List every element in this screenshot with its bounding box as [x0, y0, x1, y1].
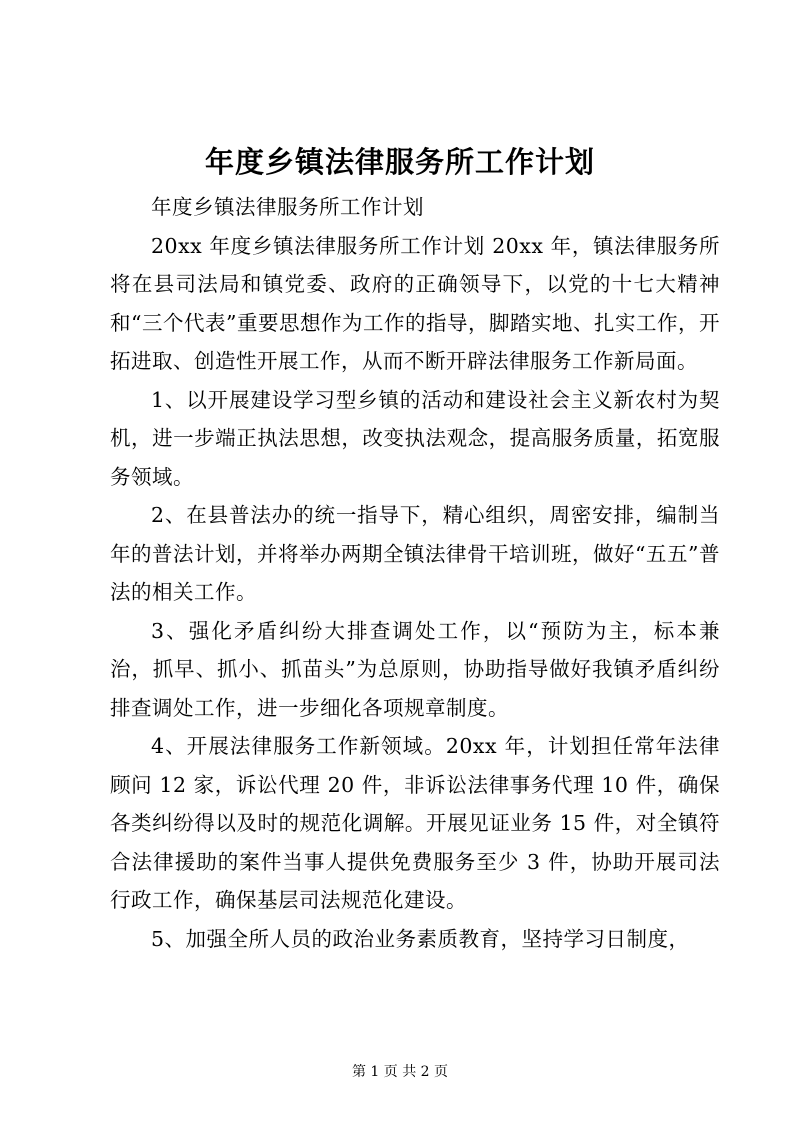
page-title: 年度乡镇法律服务所工作计划: [204, 145, 595, 179]
document-body: [110, 188, 720, 958]
subtitle-paragraph: 年度乡镇法律服务所工作计划: [151, 195, 424, 219]
item-paragraph-2: 2、在县普法办的统一指导下，精心组织，周密安排，编制当年的普法计划，并将举办两期全镇法律骨干培训班，做好“五五”普法的相关工作。: [110, 503, 720, 604]
page-footer: 第 1 页 共 2 页: [351, 1064, 449, 1080]
item-paragraph-5: 5、加强全所人员的政治业务素质教育，坚持学习日制度，: [151, 926, 690, 951]
item-paragraph-3: 3、强化矛盾纠纷大排查调处工作，以“预防为主，标本兼治，抓早、抓小、抓苗头”为总原则，协助指导做好我镇矛盾纠纷排查调处工作，进一步细化各项规章制度。: [110, 618, 720, 720]
item-paragraph-4: 4、开展法律服务工作新领域。20xx 年，计划担任常年法律顾问 12 家，诉讼代理 20 件，非诉讼法律事务代理 10 件，确保各类纠纷得以及时的规范化调解。开展见证业务 15 件，对全镇符合法律援助的案件当事人提供免费服务至少 3 件，协助开展司法行政工作，确保基层司法规范化建设。: [110, 734, 720, 912]
intro-paragraph: 20xx 年度乡镇法律服务所工作计划 20xx 年，镇法律服务所将在县司法局和镇党委、政府的正确领导下，以党的十七大精神和“三个代表”重要思想作为工作的指导，脚踏实地、扎实工作，开拓进取、创造性开展工作，从而不断开辟法律服务工作新局面。: [110, 233, 720, 373]
item-paragraph-1: 1、以开展建设学习型乡镇的活动和建设社会主义新农村为契机，进一步端正执法思想，改变执法观念，提高服务质量，拓宽服务领域。: [110, 387, 720, 489]
